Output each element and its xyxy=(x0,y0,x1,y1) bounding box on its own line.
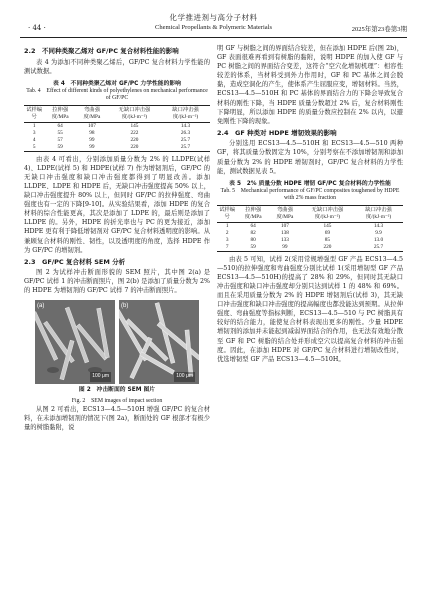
table-row: 4 57 99 220 25.7 xyxy=(32,136,191,143)
panel-label-b: (b) xyxy=(121,302,129,309)
table5-caption-en: Tab. 5 Mechanical performance of GF/PC composites toughened by HDPE with 2% mass fraction xyxy=(220,187,400,202)
figure2-caption-cn: 图 2 冲击断面的 SEM 图片 xyxy=(78,386,156,393)
journal-title-en: Chemical Propellants & Polymeric Materials xyxy=(155,24,272,31)
left-column xyxy=(24,44,210,432)
paragraph: 从图 2 可看出，ECS13—4.5—510H 增强 GF/PC 的复合材料，在未添加增韧剂的情况下(图 2a)，断面处的 GF 根部才有极少量的树脂黏附，说 xyxy=(24,405,210,431)
page-number: · 44 · xyxy=(28,24,46,32)
sem-image-a xyxy=(35,300,115,384)
table4 xyxy=(24,105,210,152)
table-row: 3 55 98 222 26.3 xyxy=(32,129,191,136)
table-header: 无缺口冲击强度/(kJ·m⁻²) xyxy=(311,206,344,220)
journal-title-cn: 化学推进剂与高分子材料 xyxy=(169,13,258,22)
table4-caption-en: Tab. 4 Effect of different kinds of polyethylenes on mechanical performance of GF/PC xyxy=(26,87,208,102)
paragraph: 明 GF 与树脂之间的界面结合较差，但在添加 HDPE 后(图 2b)，GF 表面很难再看到有树脂的黏附，说明 HDPE 的加入使 GF 与 PC 树脂之间的界面结合变差，这符合“空穴化增韧机理”：相容性较差的体系，当材料受到外力作用时，GF 和 PC 基体之间会脱黏，造成空洞化的产生，使体系产生屈服应变，增韧材料。当然，ECS13—4.5—510H 和 PC 基体的界面结合力的下降会导致复合材料的刚性下降，当 HDPE 质量分数超过 2% 后，复合材料刚性下降明显，所以添加 HDPE 的质量分数应控制在 2% 以内，以避免刚性下降的现象。 xyxy=(217,45,403,125)
paragraph: 分别选用 ECS13—4.5—510H 和 ECS13—4.5—510 两种 GF，将其质量分数固定为 10%，分别考察在不添加增韧剂和添加质量分数为 2% 的 HDPE 增韧剂时，GF/PC 复合材料的力学性能，测试数据见表 5。 xyxy=(217,140,403,175)
table-header: 弯曲强度/MPa xyxy=(276,206,294,220)
paragraph: 由表 4 可看出，分别添加质量分数为 2% 的 LLDPE(试样 4)、LDPE(试样 5) 和 HDPE(试样 7) 作为增韧剂后，GF/PC 的无缺口冲击强度和缺口冲击强度都得到了明显改善。添加 LLDPE、LDPE 和 HDPE 后，无缺口冲击强度提高 50% 以上，缺口冲击强度提升 80% 以上，但同时 GF/PC 的拉伸强度、弯曲强度也有一定的下降[9-10]。从实验结果看，添加 HDPE 的复合材料的综合性能更高，其次是添加了 LDPE 的，最后则是添加了 LLDPE 的。另外，HDPE 的折光率也与 PC 的更为接近，添加 HDPE 更有利于降低增韧剂对 GF/PC 复合材料透明度的影响。从兼顾复合材料的刚性、韧性，以及透明度的角度，选择 HDPE 作为 GF/PC 的增韧剂。 xyxy=(24,155,210,254)
panel-label-a: (a) xyxy=(37,302,45,309)
issue-info: 2025年第23卷第3期 xyxy=(351,26,407,33)
section-heading-2-3: 2.3 GF/PC 复合材料 SEM 分析 xyxy=(24,257,126,266)
paragraph: 由表 5 可知，试样 2(采用常规增强型 GF 产品 ECS13—4.5—510)的拉伸强度和弯曲强度分别比试样 1(采用增韧型 GF 产品 ECS13—4.5—510H)的提高了 28% 和 29%，但同时其无缺口冲击强度和缺口冲击强度却分别只达到试样 1 的 48% 和 69%。而且在采用质量分数为 2% 的 HDPE 增韧剂后(试样 3)，其无缺口冲击强度和缺口冲击强度的提高幅度也都没能达到预期。从拉伸强度、弯曲强度等指标判断，ECS13—4.5—510 与 PC 树脂具有较好的结合能力，能使复合材料表现出更多的刚性。少量 HDPE 增韧剂的添加并未能起到减弱界面结合的作用，也无法有效地分散至 GF 和 PC 树脂的结合处并形成空穴以提高复合材料的冲击强度。因此，在添加 HDPE 对 GF/PC 复合材料进行增韧改性时，优选增韧型 GF 产品 ECS13—4.5—510H。 xyxy=(217,255,403,363)
paragraph: 图 2 为试样冲击断面形貌的 SEM 照片，其中图 2(a) 是 GF/PC 试样 1 的冲击断面照片，图 2(b) 是添加了质量分数为 2% 的 HDPE 为增韧剂的 GF/PC 试样 7 的冲击断面照片。 xyxy=(24,269,210,295)
table-row: 1 64 107 145 14.3 xyxy=(225,222,384,229)
table5-caption-cn: 表 5 2% 质量分数 HDPE 增韧 GF/PC 复合材料的力学性能 xyxy=(229,180,391,187)
table-row: 1 64 107 145 14.3 xyxy=(32,122,191,129)
page-header xyxy=(20,12,407,44)
table-row: 2 82 138 69 9.9 xyxy=(225,229,382,236)
table-row: 7 59 99 220 25.7 xyxy=(217,244,403,252)
section-heading-2-2: 2.2 不同种类聚乙烯对 GF/PC 复合材料性能的影响 xyxy=(24,47,179,55)
table-header: 拉伸强度/MPa xyxy=(244,206,262,220)
section-heading-2-4: 2.4 GF 种类对 HDPE 增韧效果的影响 xyxy=(217,128,337,137)
header-rule xyxy=(20,37,407,38)
table-row: 3 80 133 85 13.0 xyxy=(225,236,384,243)
table-header: 试样编号 xyxy=(219,206,236,220)
sem-image-b xyxy=(119,300,199,384)
figure-2 xyxy=(35,300,199,384)
right-column xyxy=(217,44,403,364)
scale-bar-b: 100 μm xyxy=(174,372,195,381)
table4-caption-cn: 表 4 不同种类聚乙烯对 GF/PC 力学性能的影响 xyxy=(53,80,181,87)
paragraph: 表 4 为添加不同种类聚乙烯后，GF/PC 复合材料力学性能的测试数据。 xyxy=(24,58,210,75)
table-header: 缺口冲击强度/(kJ·m⁻²) xyxy=(365,206,392,220)
figure2-caption-en: Fig. 2 SEM images of impact section xyxy=(71,397,163,404)
table-header: 拉伸强度/MPa xyxy=(51,106,69,120)
table-header: 无缺口冲击强度/(kJ·m⁻²) xyxy=(118,106,151,120)
scale-bar-a: 100 μm xyxy=(90,372,111,381)
table-header: 弯曲强度/MPa xyxy=(83,106,101,120)
table5 xyxy=(217,205,403,252)
table-header: 试样编号 xyxy=(26,106,43,120)
table-row: 5 59 99 220 25.7 xyxy=(24,144,210,152)
table-header: 缺口冲击强度/(kJ·m⁻²) xyxy=(172,106,199,120)
